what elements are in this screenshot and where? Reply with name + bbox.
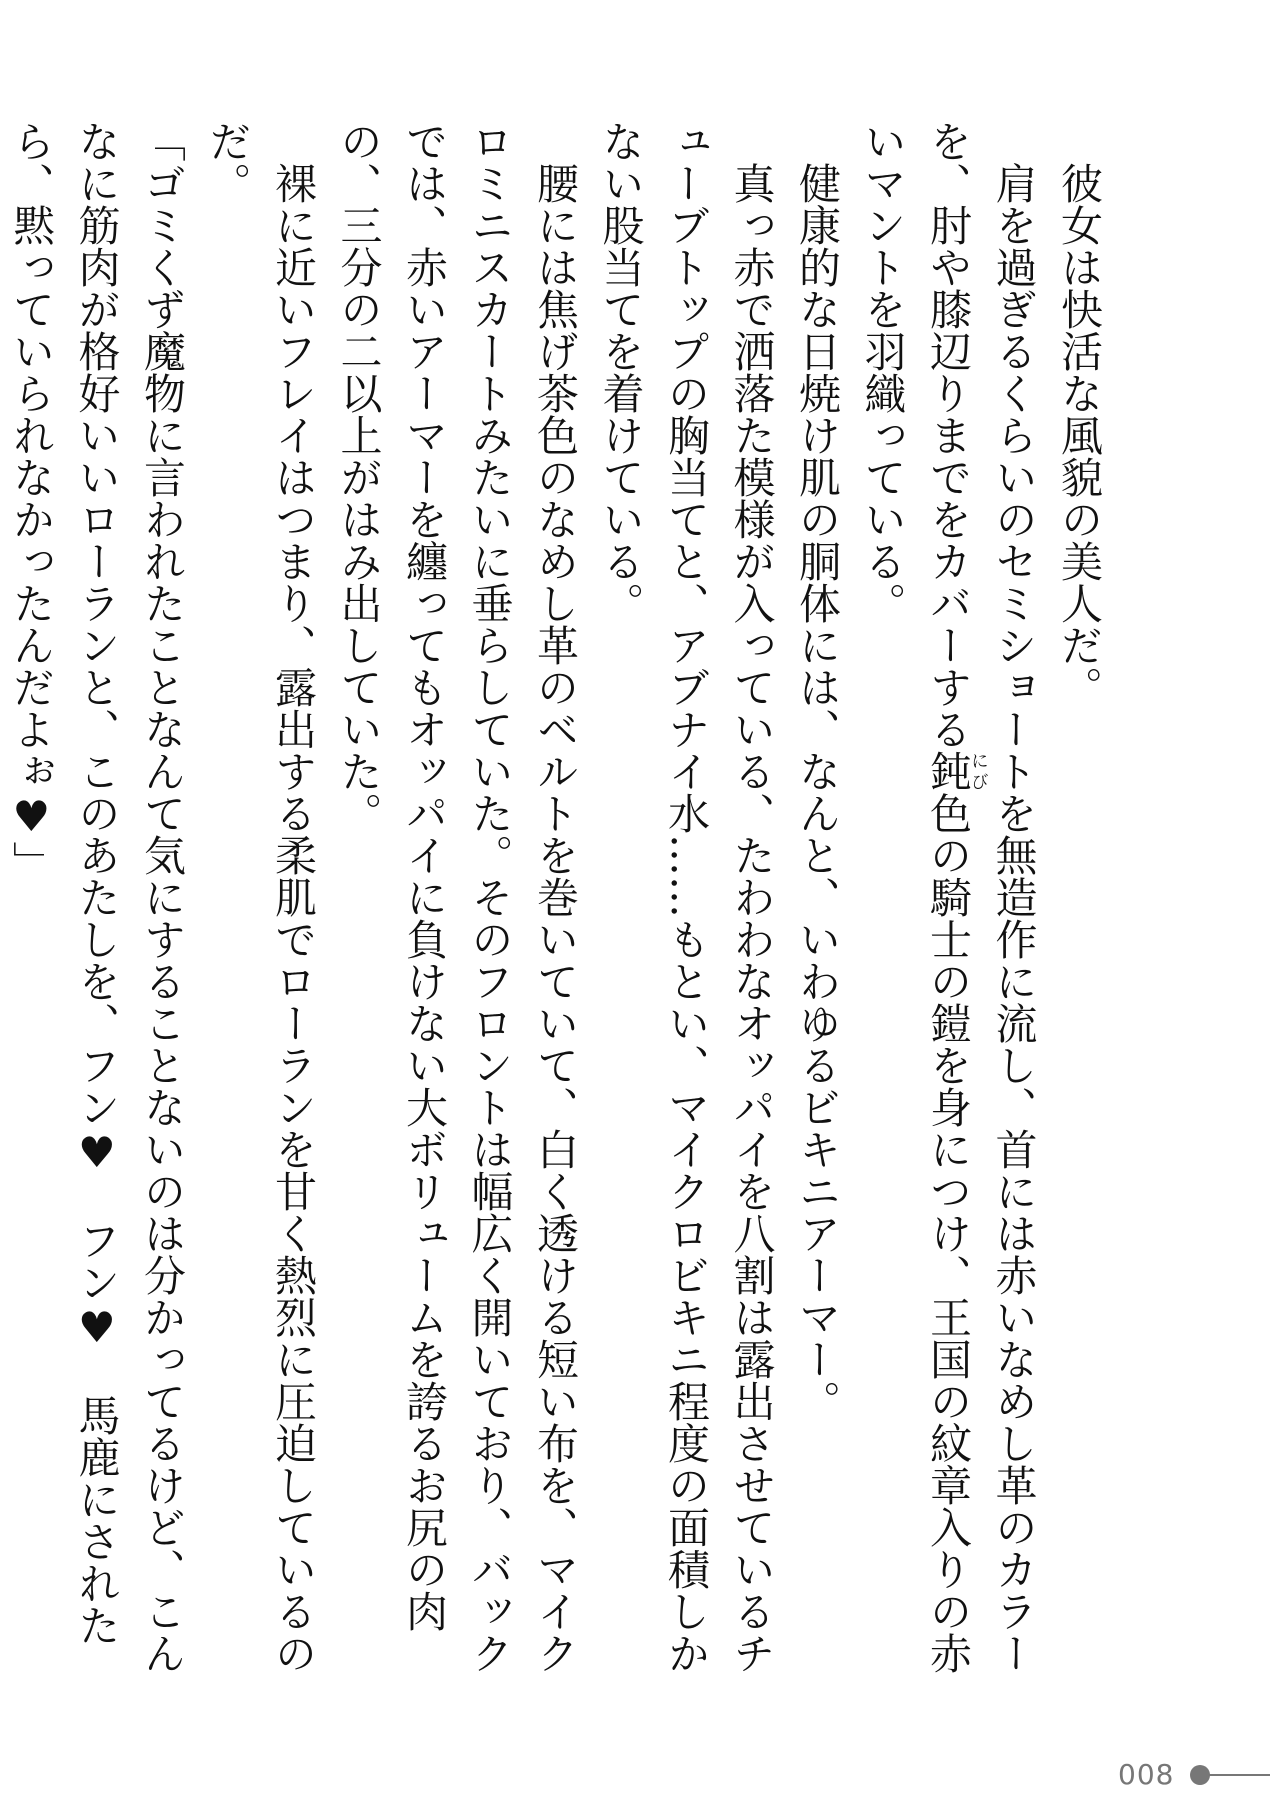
paragraph-3 <box>785 120 851 1680</box>
paragraph-3-text: 健康的な日焼け肌の胴体には、なんと、いわゆるビキニアーマー。 <box>793 162 842 1422</box>
ruby-reading: にび <box>968 750 989 792</box>
paragraph-5 <box>326 120 588 1680</box>
marker-line <box>1208 1774 1270 1776</box>
paragraph-6-text: 裸に近いフレイはつまり、露出する柔肌でローランを甘く熱烈に圧迫しているのだ。 <box>203 120 318 1674</box>
body-text <box>7 120 1112 1680</box>
paragraph-5-text: 腰には焦げ茶色のなめし革のベルトを巻いていて、白く透ける短い布を、マイクロミニスカートみたいに垂らしていた。そのフロントは幅広く開いており、バックでは、赤いアーマーを纏ってもオッパイに負けない大ボリュームを誇るお尻の肉の、三分の二以上がはみ出していた。 <box>334 120 580 1674</box>
marker-dot-icon <box>1190 1765 1210 1785</box>
paragraph-1-text: 彼女は快活な風貌の美人だ。 <box>1055 162 1104 708</box>
paragraph-6 <box>195 120 326 1680</box>
paragraph-2-text-after: 色の騎士の鎧を身につけ、王国の紋章入りの赤いマントを羽織っている。 <box>858 120 973 1674</box>
paragraph-7-dialogue <box>0 120 195 1680</box>
paragraph-2-text: 肩を過ぎるくらいのセミショートを無造作に流し、首には赤いなめし革のカラーを、肘や膝辺りまでをカバーする <box>924 120 1039 1674</box>
paragraph-4-text: 真っ赤で洒落た模様が入っている、たわわなオッパイを八割は露出させているチューブトップの胸当てと、アブナイ水……もとい、マイクロビキニ程度の面積しかない股当てを着けている。 <box>596 120 777 1674</box>
page-number: 008 <box>1118 1758 1175 1791</box>
paragraph-7-text: 「ゴミくず魔物に言われたことなんて気にすることないのは分かってるけど、こんなに筋肉が格好いいローランと、このあたしを、フン♥ フン♥ 馬鹿にされたら、黙っていられなかったんだよぉ♥」 <box>7 120 187 1674</box>
paragraph-4 <box>588 120 785 1680</box>
page-marker-decoration <box>1190 1765 1270 1785</box>
paragraph-1 <box>1047 120 1113 1680</box>
ruby-base: 鈍 <box>924 750 973 792</box>
furigana-nibi <box>924 750 989 792</box>
paragraph-2 <box>850 120 1047 1680</box>
